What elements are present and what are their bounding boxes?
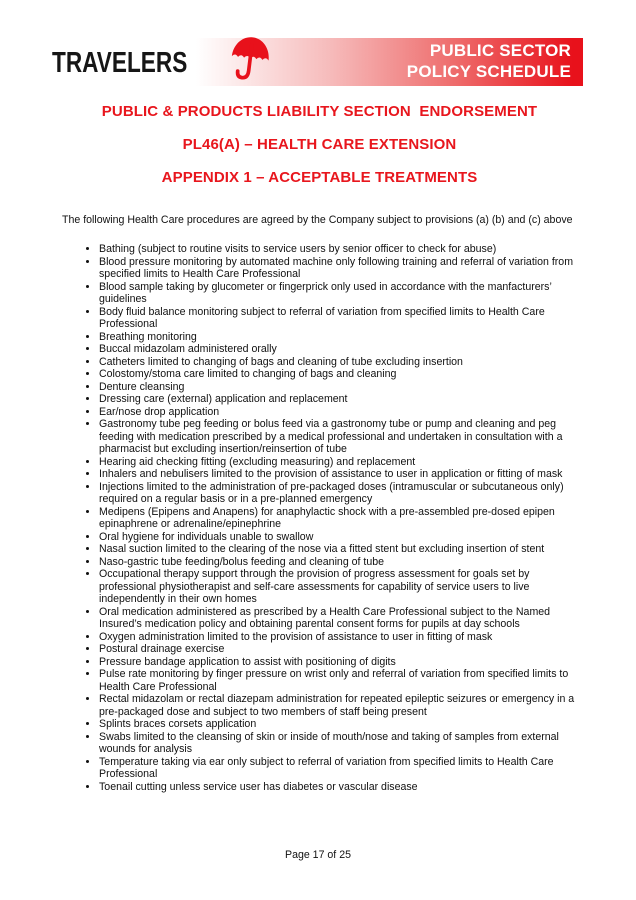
page-number: Page 17 of 25 bbox=[285, 849, 351, 861]
list-item: • Postural drainage exercise bbox=[99, 643, 580, 656]
list-item: • Catheters limited to changing of bags and cleaning of tube excluding insertion bbox=[99, 356, 580, 369]
travelers-logo bbox=[52, 47, 225, 80]
travelers-logo-text: TRAVELERS bbox=[52, 47, 188, 79]
list-item: • Dressing care (external) application and replacement bbox=[99, 393, 580, 406]
list-item: • Body fluid balance monitoring subject to referral of variation from specified limits to Health Care Professional bbox=[99, 306, 580, 331]
list-item: • Injections limited to the administration of pre-packaged doses (intramuscular or subcutaneous only) required on a regular basis or in a pre-planned emergency bbox=[99, 481, 580, 506]
list-item: • Occupational therapy support through the provision of progress assessment for goals set by professional physiotherapist and self-care assessments for capability of service users to live independently in their own homes bbox=[99, 568, 580, 606]
banner-line-policy-schedule: POLICY SCHEDULE bbox=[406, 61, 571, 81]
list-item: • Inhalers and nebulisers limited to the provision of assistance to user in application or fitting of mask bbox=[99, 468, 580, 481]
list-item: • Oral hygiene for individuals unable to swallow bbox=[99, 531, 580, 544]
list-item: • Toenail cutting unless service user has diabetes or vascular disease bbox=[99, 781, 580, 794]
umbrella-icon bbox=[225, 33, 275, 88]
list-item: • Bathing (subject to routine visits to service users by senior officer to check for abuse) bbox=[99, 243, 580, 256]
list-item: • Buccal midazolam administered orally bbox=[99, 343, 580, 356]
banner-line-public-sector: PUBLIC SECTOR bbox=[429, 41, 571, 60]
list-item: • Ear/nose drop application bbox=[99, 406, 580, 419]
intro-text: The following Health Care procedures are agreed by the Company subject to provisions (a) (b) and (c) above bbox=[62, 214, 573, 226]
banner-text bbox=[407, 41, 571, 82]
list-item: • Rectal midazolam or rectal diazepam administration for repeated epileptic seizures or emergency in a pre-packaged dose and subject to two members of staff being present bbox=[99, 693, 580, 718]
list-item: • Breathing monitoring bbox=[99, 331, 580, 344]
extension-title: PL46(A) – HEALTH CARE EXTENSION bbox=[182, 136, 457, 153]
list-item: • Pressure bandage application to assist with positioning of digits bbox=[99, 656, 580, 669]
list-item: • Temperature taking via ear only subject to referral of variation from specified limits to Health Care Professional bbox=[99, 756, 580, 781]
list-item: • Hearing aid checking fitting (excluding measuring) and replacement bbox=[99, 456, 580, 469]
endorsement-title: PUBLIC & PRODUCTS LIABILITY SECTION ENDORSEMENT bbox=[101, 103, 538, 120]
list-item: • Naso-gastric tube feeding/bolus feeding and cleaning of tube bbox=[99, 556, 580, 569]
appendix-title: APPENDIX 1 – ACCEPTABLE TREATMENTS bbox=[161, 169, 478, 186]
page-footer bbox=[0, 849, 636, 862]
list-item: • Nasal suction limited to the clearing of the nose via a fitted stent but excluding insertion of stent bbox=[99, 543, 580, 556]
list-item: • Splints braces corsets application bbox=[99, 718, 580, 731]
list-item: • Gastronomy tube peg feeding or bolus feed via a gastronomy tube or pump and cleaning and peg feeding with medication prescribed by a medical professional and undertaken in consultation with a pharmacist but excluding insertion/reinsertion of tube bbox=[99, 418, 580, 456]
list-item: • Denture cleansing bbox=[99, 381, 580, 394]
document-content bbox=[62, 0, 577, 793]
list-item: • Medipens (Epipens and Anapens) for anaphylactic shock with a pre-assembled pre-dosed epipen epinaphrene or adrenaline/epinephrine bbox=[99, 506, 580, 531]
list-item: • Oral medication administered as prescribed by a Health Care Professional subject to the Named Insured’s medication policy and obtaining parental consent forms for pupils at day schools bbox=[99, 606, 580, 631]
list-item: • Oxygen administration limited to the provision of assistance to user in fitting of mask bbox=[99, 631, 580, 644]
list-item: • Blood pressure monitoring by automated machine only following training and referral of variation from specified limits to Health Care Professional bbox=[99, 256, 580, 281]
list-item: • Colostomy/stoma care limited to changing of bags and cleaning bbox=[99, 368, 580, 381]
list-item: • Blood sample taking by glucometer or fingerprick only used in accordance with the manfacturers’ guidelines bbox=[99, 281, 580, 306]
list-item: • Swabs limited to the cleansing of skin or inside of mouth/nose and taking of samples from external wounds for analysis bbox=[99, 731, 580, 756]
treatments-list bbox=[62, 243, 580, 793]
list-item: • Pulse rate monitoring by finger pressure on wrist only and referral of variation from specified limits to Health Care Professional bbox=[99, 668, 580, 693]
